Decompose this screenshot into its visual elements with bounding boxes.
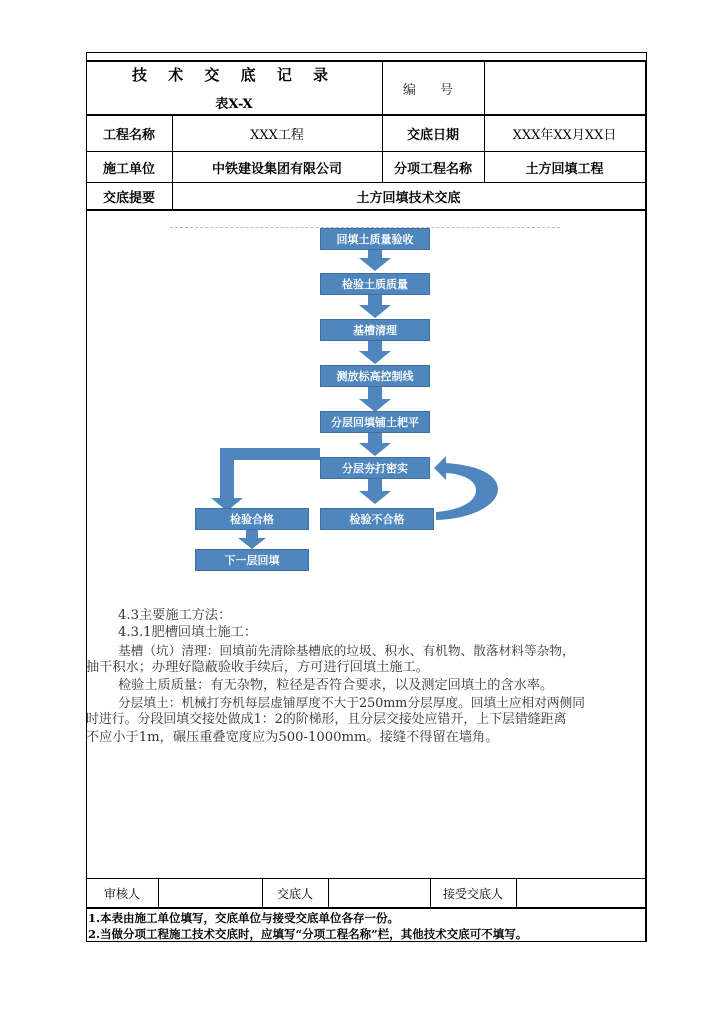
reviewer-value[interactable] [158,879,262,907]
unit-value[interactable]: 中铁建设集团有限公司 [211,161,342,177]
discloser-value[interactable] [328,879,430,907]
sub-project-label: 分项工程名称 [393,161,472,177]
number-label: 编 号 [402,82,464,98]
flow-step-6: 分层夯打密实 [320,457,430,479]
content-block [86,607,646,746]
note-2: 2.当做分项工程施工技术交底时，应填写“分项工程名称”栏，其他技术交底可不填写。 [88,927,528,941]
arrow-down-icon [359,479,391,504]
content-line: 不应小于1m，碾压重叠宽度应为500-1000mm。接缝不得留在墙角。 [86,729,499,745]
bent-arrow-icon [211,448,320,511]
unit-label: 施工单位 [102,161,155,177]
summary-label: 交底提要 [102,190,155,206]
reviewer-label: 审核人 [103,886,140,901]
date-value[interactable]: XXX年XX月XX日 [512,127,617,143]
sub-project-value[interactable]: 土方回填工程 [525,161,604,177]
flow-next: 下一层回填 [195,549,309,571]
note-1: 1.本表由施工单位填写，交底单位与接受交底单位各存一份。 [88,911,400,925]
discloser-label: 交底人 [276,886,313,901]
arrow-down-icon [359,341,391,364]
arrow-down-icon [359,250,391,271]
arrow-down-icon [359,387,391,412]
content-line: 检验土质质量：有无杂物，粒径是否符合要求，以及测定回填土的含水率。 [118,677,554,693]
summary-value[interactable]: 土方回填技术交底 [356,190,461,206]
flow-step-2: 检验土质质量 [320,273,430,295]
project-name-label: 工程名称 [102,127,155,143]
form-title: 技 术 交 底 记 录 [131,65,337,84]
content-line: 基槽（坑）清理：回填前先清除基槽底的垃圾、积水、有机物、散落材料等杂物， [118,642,575,658]
arrow-down-icon [359,295,391,318]
flow-step-4: 测放标高控制线 [320,365,430,387]
signature-bottom-rule [86,907,646,909]
content-line: 4.3.1肥槽回填土施工： [118,625,258,641]
content-line: 时进行。分段回填交接处做成1：2的阶梯形，且分层交接处应错开，上下层错缝距离 [86,712,567,728]
flow-fail: 检验不合格 [320,508,434,530]
receiver-label: 接受交底人 [442,886,503,901]
arrow-down-icon [238,530,266,549]
project-name-value[interactable]: XXX工程 [250,127,304,143]
content-line: 4.3主要施工方法： [118,608,232,623]
flow-step-5: 分层回填铺土耙平 [320,411,430,433]
date-label: 交底日期 [406,127,459,143]
receiver-value[interactable] [516,879,645,907]
flow-step-1: 回填土质量验收 [320,228,430,250]
arrow-down-icon [359,433,391,456]
content-line: 分层填土：机械打夯机每层虚铺厚度不大于250mm分层厚度。回填土应相对两侧同 [118,695,585,711]
flow-step-3: 基槽清理 [320,319,430,341]
flow-pass: 检验合格 [195,508,309,530]
content-line: 抽干积水；办理好隐蔽验收手续后，方可进行回填土施工。 [86,660,429,676]
form-number: 表X-X [215,96,253,112]
loop-arrow-icon [434,456,498,520]
